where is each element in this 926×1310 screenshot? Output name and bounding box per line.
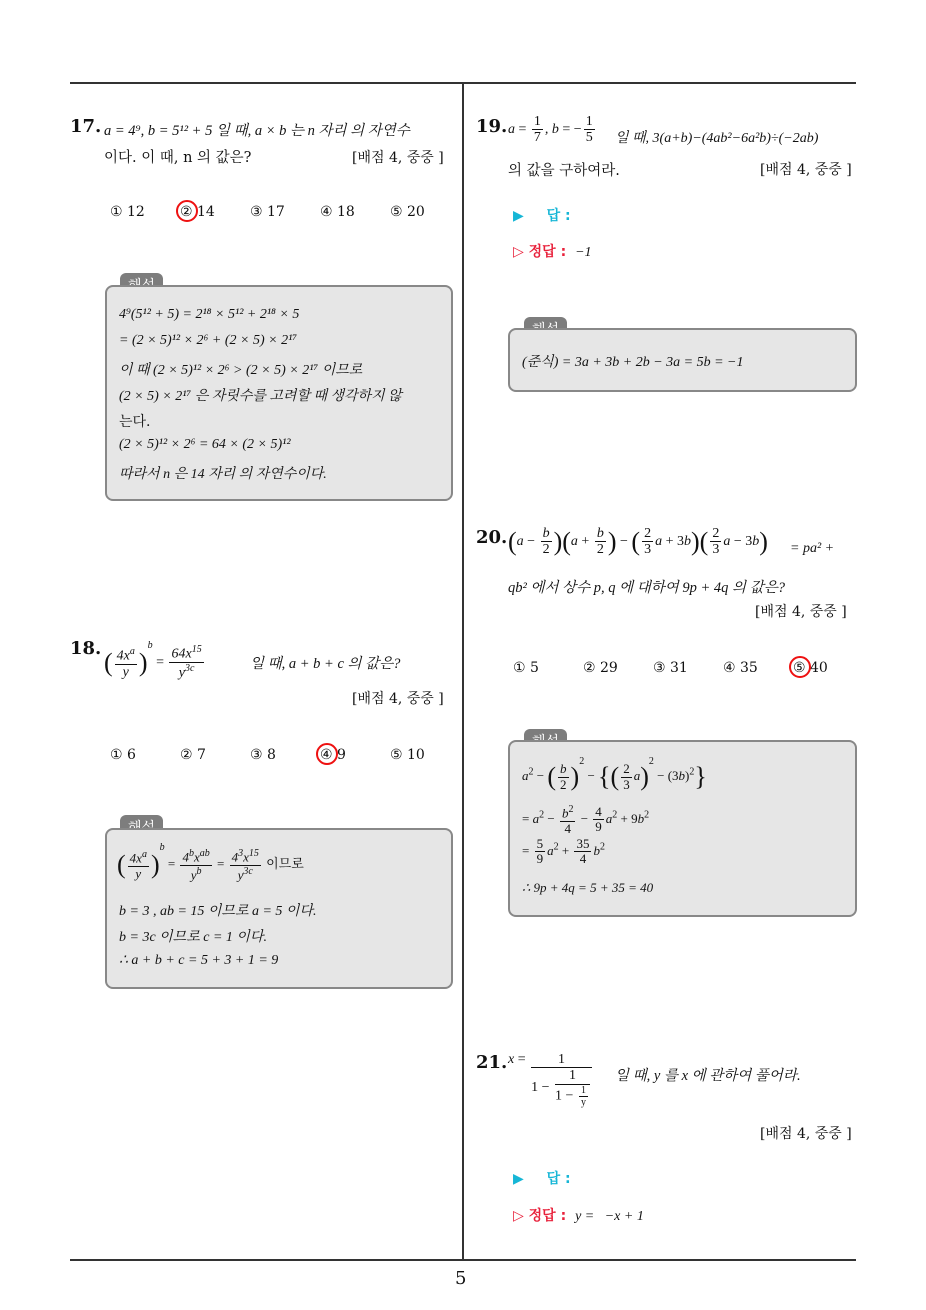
q18-stem-tail: 일 때, a + b + c 의 값은? bbox=[250, 656, 401, 672]
q21-play-icon: ▶ bbox=[513, 1171, 524, 1187]
q18-answer-circle bbox=[316, 743, 338, 765]
column-divider bbox=[462, 82, 464, 1260]
q18-sol-line-3: b = 3c 이므로 c = 1 이다. bbox=[119, 930, 267, 945]
q17-score: [배점 4, 중중 ] bbox=[352, 150, 444, 166]
q17-stem-line2: 이다. 이 때, n 의 값은? bbox=[104, 150, 252, 166]
q17-choice-1[interactable]: ① 12 bbox=[110, 204, 145, 220]
q20-sol-line-1: $a^2$ − ( $\frac{b}{2}$ )$^2$ − {( $\frac{2}{3}$ $a)^2 - (3b)^2$} bbox=[522, 756, 707, 792]
q19-number: 19. bbox=[476, 116, 508, 137]
q17-sol-line-7: 따라서 n 은 14 자리 의 자연수이다. bbox=[119, 467, 327, 482]
q19-equation: a = $\frac{1}{7}$ , b = − $\frac{1}{5}$ bbox=[508, 114, 593, 146]
q18-choice-2[interactable]: ② 7 bbox=[180, 747, 206, 763]
q21-stem-tail: 일 때, y 를 x 에 관하여 풀어라. bbox=[615, 1068, 801, 1084]
page-number: 5 bbox=[455, 1268, 467, 1289]
q19-correct-value: −1 bbox=[575, 245, 592, 260]
q20-solution-box bbox=[508, 740, 857, 917]
q21-answer-label: 답 : bbox=[546, 1171, 571, 1187]
q18-sol-line-4: ∴ a + b + c = 5 + 3 + 1 = 9 bbox=[119, 953, 279, 968]
q17-sol-line-1: 4⁹(5¹² + 5) = 2¹⁸ × 5¹² + 2¹⁸ × 5 bbox=[119, 307, 300, 322]
q19-score: [배점 4, 중중 ] bbox=[760, 162, 852, 178]
q20-choice-2[interactable]: ② 29 bbox=[583, 660, 618, 676]
q19-correct-row bbox=[513, 241, 592, 261]
q21-correct-label: 정답 : bbox=[528, 1208, 567, 1224]
q20-choice-4[interactable]: ④ 35 bbox=[723, 660, 758, 676]
q17-sol-line-6: (2 × 5)¹² × 2⁶ = 64 × (2 × 5)¹² bbox=[119, 437, 291, 452]
q21-correct-value: y = −x + 1 bbox=[575, 1209, 644, 1224]
q20-score: [배점 4, 중중 ] bbox=[755, 604, 847, 620]
q21-correct-icon: ▷ bbox=[513, 1208, 524, 1224]
q17-sol-line-3: 이 때 (2 × 5)¹² × 2⁶ > (2 × 5) × 2¹⁷ 이므로 bbox=[119, 363, 363, 378]
q20-stem-line2: qb² 에서 상수 p, q 에 대하여 9p + 4q 의 값은? bbox=[508, 580, 785, 596]
bottom-rule bbox=[70, 1259, 856, 1261]
q21-equation: x = 1 1 − 1 1 − $\frac{1}{y}$ bbox=[508, 1052, 594, 1108]
q18-number: 18. bbox=[70, 638, 102, 659]
q18-score: [배점 4, 중중 ] bbox=[352, 691, 444, 707]
q20-equation: (a − $\frac{b}{2}$ )(a + $\frac{b}{2}$ ) − ( $\frac{2}{3}$ a + 3b)( $\frac{2}{3}$ a − 3b) bbox=[508, 526, 768, 558]
q17-answer-circle bbox=[176, 200, 198, 222]
q20-eq-tail: = pa² + bbox=[790, 541, 835, 556]
q20-choice-5[interactable]: ⑤ 40 bbox=[793, 660, 828, 676]
q18-choice-5[interactable]: ⑤ 10 bbox=[390, 747, 425, 763]
q21-number: 21. bbox=[476, 1052, 508, 1073]
q20-choice-1[interactable]: ① 5 bbox=[513, 660, 539, 676]
q20-sol-line-4: ∴ 9p + 4q = 5 + 35 = 40 bbox=[522, 880, 654, 895]
q17-number: 17. bbox=[70, 116, 102, 137]
q17-stem-line1: a = 4⁹, b = 5¹² + 5 일 때, a × b 는 n 자리 의 자연수 bbox=[104, 123, 410, 139]
q18-sol-line-1: ( $\frac{4x^a}{y}$ )$^b$ = $\frac{4^bx^{ab}}{y^b}$ = $\frac{4^3x^{15}}{y^{3c}}$ 이므로 bbox=[117, 842, 304, 882]
q17-choice-5[interactable]: ⑤ 20 bbox=[390, 204, 425, 220]
q18-sol-line-2: b = 3 , ab = 15 이므로 a = 5 이다. bbox=[119, 904, 317, 919]
q18-choice-1[interactable]: ① 6 bbox=[110, 747, 136, 763]
q21-answer-row bbox=[513, 1168, 571, 1188]
q19-stem-line2: 의 값을 구하여라. bbox=[508, 163, 620, 179]
q19-sol-line-1: (준식) = 3a + 3b + 2b − 3a = 5b = −1 bbox=[522, 355, 744, 370]
q20-answer-circle bbox=[789, 656, 811, 678]
q19-play-icon: ▶ bbox=[513, 208, 524, 224]
q19-stem-tail: 일 때, 3(a+b)−(4ab²−6a²b)÷(−2ab) bbox=[615, 131, 819, 146]
q18-sol-line-1-tail: 이므로 bbox=[266, 856, 304, 871]
q17-choice-3[interactable]: ③ 17 bbox=[250, 204, 285, 220]
q21-score: [배점 4, 중중 ] bbox=[760, 1126, 852, 1142]
q17-sol-line-2: = (2 × 5)¹² × 2⁶ + (2 × 5) × 2¹⁷ bbox=[119, 333, 298, 348]
q20-sol-line-3: = $\frac{5}{9}$ $a^2$ + $\frac{35}{4}$ $b^2$ bbox=[522, 836, 605, 867]
q20-number: 20. bbox=[476, 527, 508, 548]
q19-answer-label: 답 : bbox=[546, 208, 571, 224]
q19-correct-icon: ▷ bbox=[513, 244, 524, 260]
q17-solution-box bbox=[105, 285, 453, 501]
q18-choice-3[interactable]: ③ 8 bbox=[250, 747, 276, 763]
q18-solution-box bbox=[105, 828, 453, 989]
q18-choice-4[interactable]: ④ 9 bbox=[320, 747, 346, 763]
q17-choice-2[interactable]: ② 14 bbox=[180, 204, 215, 220]
q20-sol-line-2: = $a^2$ − $\frac{b^2}{4}$ − $\frac{4}{9}$ $a^2 + 9b^2$ bbox=[522, 804, 650, 836]
q19-correct-label: 정답 : bbox=[528, 244, 567, 260]
q21-correct-row bbox=[513, 1205, 644, 1225]
q17-choice-4[interactable]: ④ 18 bbox=[320, 204, 355, 220]
q20-choice-3[interactable]: ③ 31 bbox=[653, 660, 688, 676]
q17-sol-line-4: (2 × 5) × 2¹⁷ 은 자릿수를 고려할 때 생각하지 않 bbox=[119, 389, 402, 404]
q18-equation: ( $\frac{4x^a}{y}$ )$^b$ = $\frac{64x^{15}}{y^{3c}}$ bbox=[104, 640, 202, 681]
q17-sol-line-5: 는다. bbox=[119, 414, 151, 430]
q19-answer-row bbox=[513, 205, 571, 225]
q19-solution-box bbox=[508, 328, 857, 392]
